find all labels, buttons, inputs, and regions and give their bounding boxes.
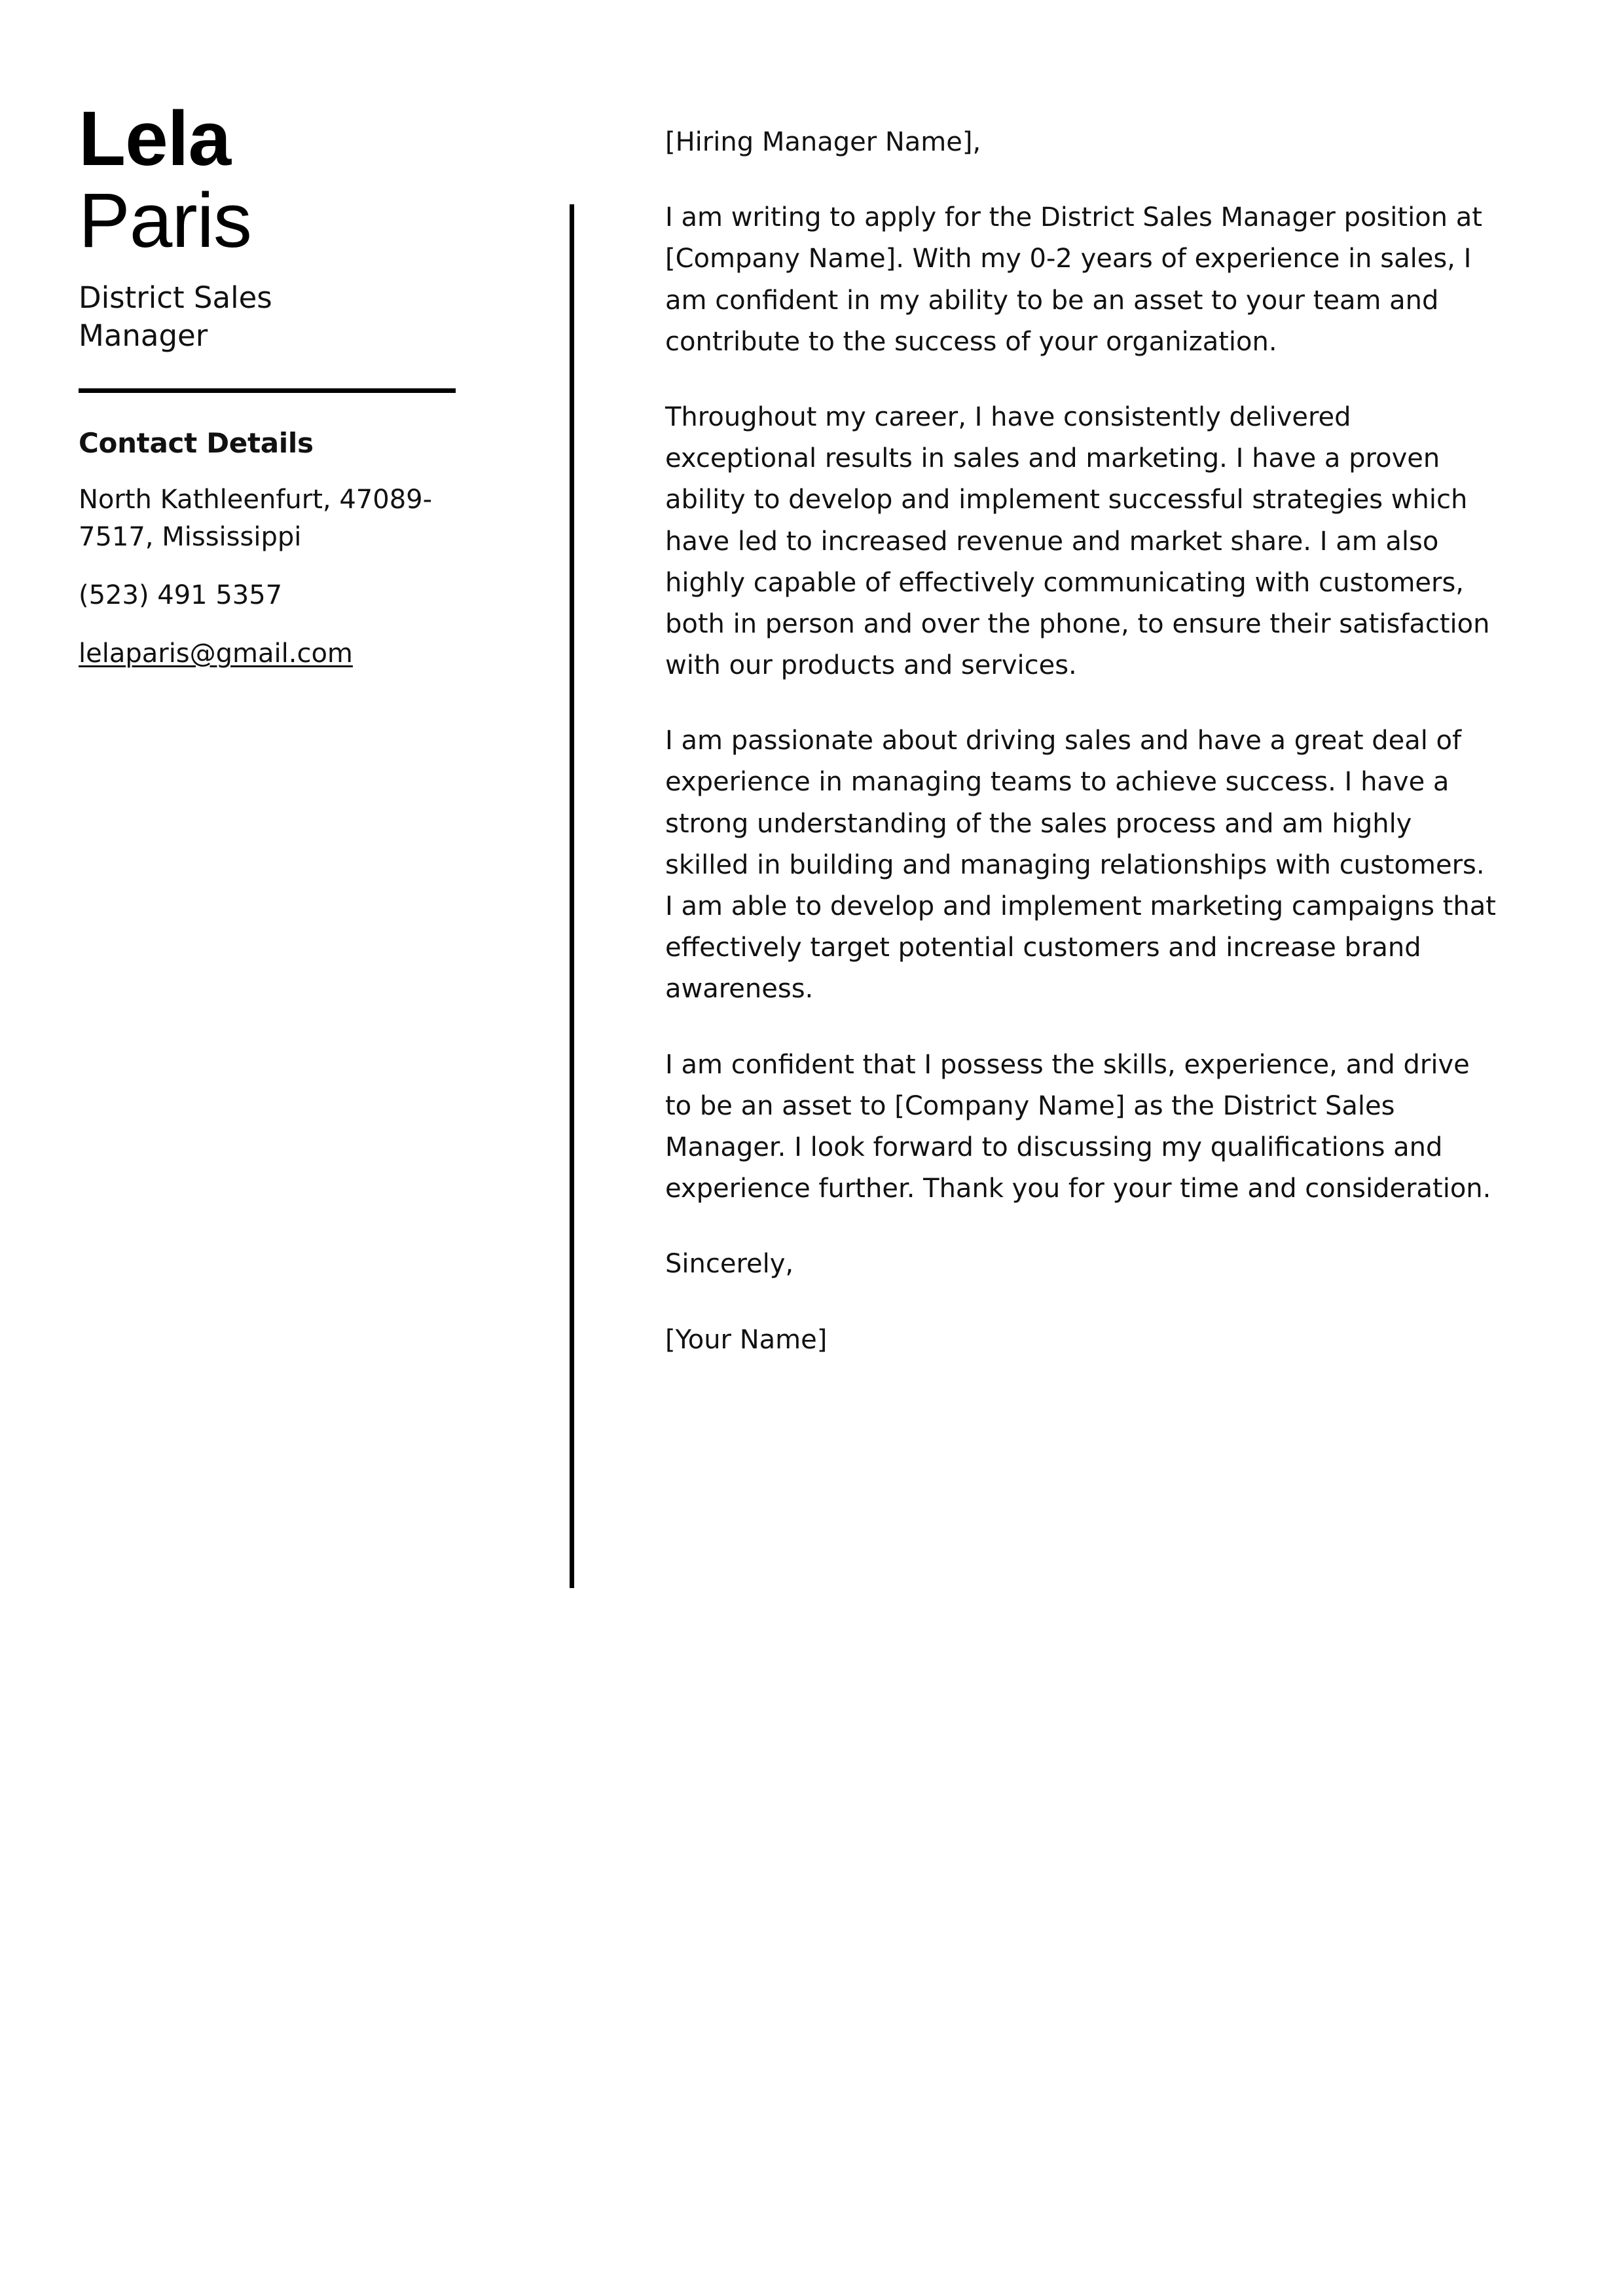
candidate-job-title: District Sales Manager bbox=[79, 280, 272, 353]
letter-body bbox=[665, 122, 1497, 1361]
candidate-first-name: Lela bbox=[79, 96, 231, 182]
candidate-name bbox=[79, 96, 471, 265]
letter-signoff: Sincerely, bbox=[665, 1249, 794, 1280]
letter-signature-name: [Your Name] bbox=[665, 1324, 828, 1355]
letter-paragraph-4: I am confident that I possess the skills, experience, and drive to be an asset to [Company Name] as the District Sales Manager. I look forward to discussing my qualifications and experience further. Thank you for your time and consideration. bbox=[665, 1049, 1491, 1204]
letter-salutation: [Hiring Manager Name], bbox=[665, 127, 981, 157]
contact-details-list bbox=[79, 481, 471, 693]
contact-details-heading: Contact Details bbox=[79, 427, 314, 460]
letter-paragraph-3: I am passionate about driving sales and have a great deal of experience in managing teams to achieve success. I have a strong understanding of the sales process and am highly skilled in building and managing relationships with customers. I am able to develop and implement marketing campaigns that effectively target potential customers and increase brand awareness. bbox=[665, 726, 1496, 1005]
contact-phone: (523) 491 5357 bbox=[79, 580, 283, 610]
contact-email-link[interactable]: lelaparis@gmail.com bbox=[79, 638, 353, 669]
sidebar-horizontal-rule bbox=[79, 388, 456, 393]
letter-paragraph-1: I am writing to apply for the District Sales Manager position at [Company Name]. With my 0-2 years of experience in sales, I am confident in my ability to be an asset to your team and contribute to the success of your organization. bbox=[665, 202, 1482, 357]
letter-paragraph-2: Throughout my career, I have consistently delivered exceptional results in sales and marketing. I have a proven ability to develop and implement successful strategies which have led to increased revenue and market share. I am also highly capable of effectively communicating with customers, both in person and over the phone, to ensure their satisfaction with our products and services. bbox=[665, 401, 1490, 681]
candidate-last-name: Paris bbox=[79, 177, 251, 265]
column-divider-rule bbox=[570, 204, 574, 1588]
contact-email-row bbox=[79, 635, 471, 694]
sidebar bbox=[79, 98, 471, 694]
contact-address: North Kathleenfurt, 47089-7517, Mississippi bbox=[79, 485, 433, 553]
